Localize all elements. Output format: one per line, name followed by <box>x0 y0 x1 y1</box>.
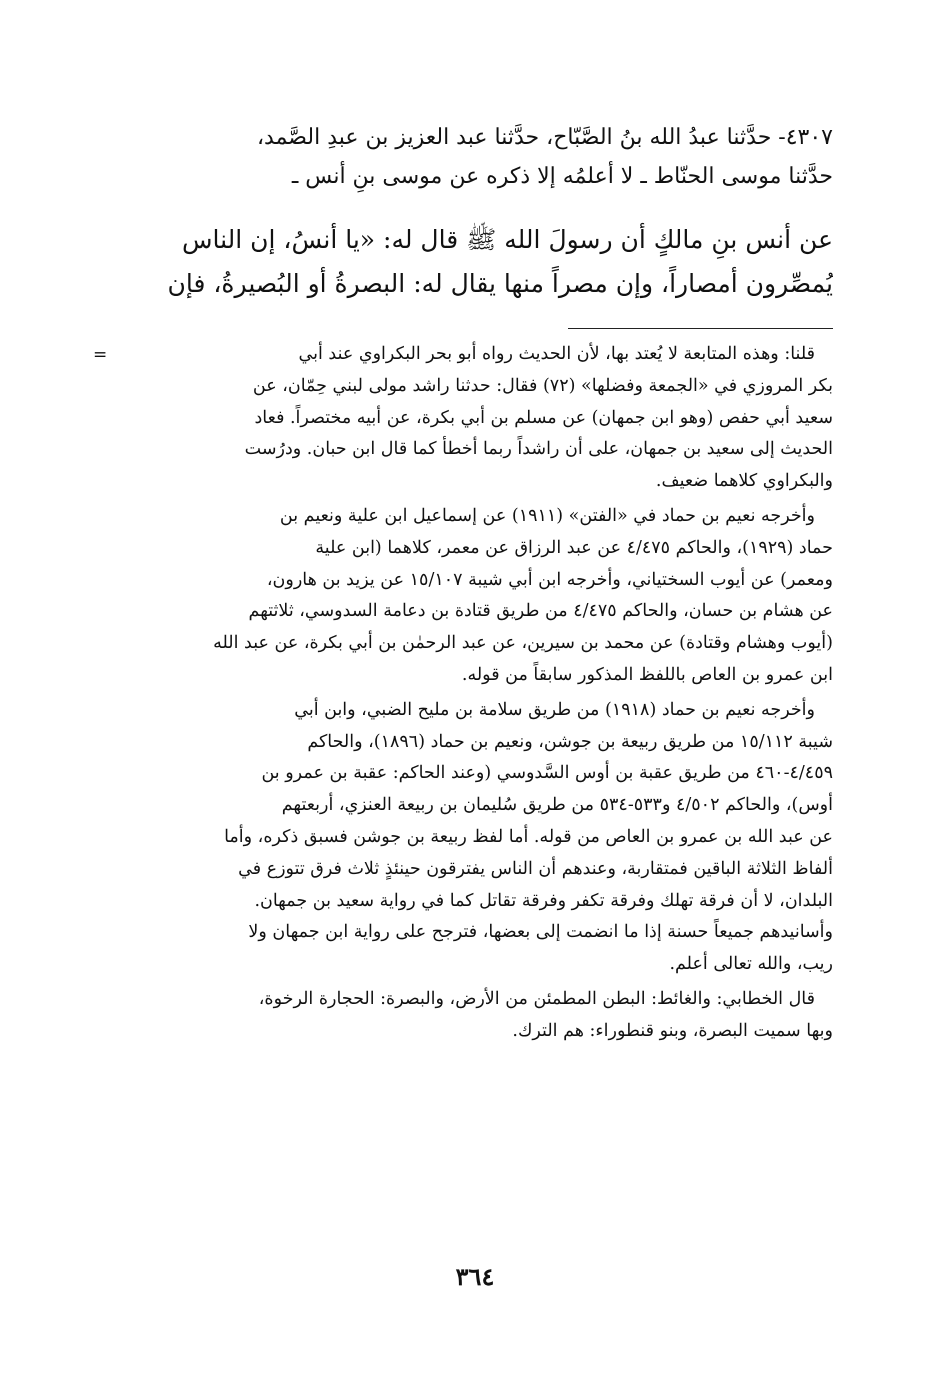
footnote-line: سعيد أبي حفص (وهو ابن جمهان) عن مسلم بن أبي بكرة، عن أبيه مختصراً. فعاد <box>254 407 833 428</box>
footnote-line: حماد (١٩٢٩)، والحاكم ٤/٤٧٥ عن عبد الرزاق عن معمر، كلاهما (ابن علية <box>315 537 833 558</box>
footnote-line: ومعمر) عن أيوب السختياني، وأخرجه ابن أبي شيبة ١٥/١٠٧ عن يزيد بن هارون، <box>266 569 833 590</box>
footnote-paragraph <box>115 501 833 692</box>
matn-line: عن أنس بنِ مالكٍ أن رسولَ الله ﷺ قال له: «يا أنسُ، إن الناس <box>181 225 833 254</box>
footnote-line: شيبة ١٥/١١٢ من طريق ربيعة بن جوشن، ونعيم بن حماد (١٨٩٦)، والحاكم <box>307 731 833 752</box>
footnote-line: وبها سميت البصرة، وبنو قنطوراء: هم الترك. <box>512 1020 833 1041</box>
footnote-paragraph <box>115 339 833 498</box>
hadith-matn <box>115 218 833 306</box>
footnote-line: أوس)، والحاكم ٤/٥٠٢ و٥٣٣-٥٣٤ من طريق سُليمان بن ربيعة العنزي، أربعتهم <box>281 795 833 816</box>
hadith-isnad <box>115 118 833 196</box>
footnote-line: عن هشام بن حسان، والحاكم ٤/٤٧٥ من طريق قتادة بن دعامة السدوسي، ثلاثتهم <box>248 601 833 622</box>
footnote-paragraph <box>115 695 833 981</box>
page-body <box>93 118 833 1051</box>
matn-line: يُمصِّرون أمصاراً، وإن مصراً منها يقال له: البصرةُ أو البُصيرةُ، فإن <box>167 269 833 298</box>
footnote-line: ريب، والله تعالى أعلم. <box>669 954 833 975</box>
footnote-line: وأخرجه نعيم بن حماد في «الفتن» (١٩١١) عن إسماعيل ابن علية ونعيم بن <box>279 505 815 526</box>
footnote-line: ٤/٤٥٩-٤٦٠ من طريق عقبة بن أوس السَّدوسي (وعند الحاكم: عقبة بن عمرو بن <box>261 763 833 784</box>
footnote-line: بكر المروزي في «الجمعة وفضلها» (٧٢) فقال: حدثنا راشد مولى لبني حِمّان، عن <box>252 375 833 396</box>
isnad-line: ٤٣٠٧- حدَّثنا عبدُ الله بنُ الصَّبّاح، حدَّثنا عبد العزيز بن عبدِ الصَّمد، <box>256 125 833 150</box>
footnote-continuation-marker: = <box>93 345 108 365</box>
footnote-line: الحديث إلى سعيد بن جمهان، على أن راشداً ربما أخطأ كما قال ابن حبان. ودرُست <box>244 439 833 460</box>
footnote-line: وأسانيدهم جميعاً حسنة إذا ما انضمت إلى بعضها، فترجح على رواية ابن جمهان ولا <box>248 922 833 943</box>
footnote-line: ابن عمرو بن العاص باللفظ المذكور سابقاً من قوله. <box>461 664 833 685</box>
footnote-line: ألفاظ الثلاثة الباقين فمتقاربة، وعندهم أن الناس يفترقون حينئذٍ ثلاث فرق تتوزع في <box>238 858 833 879</box>
footnote-line: والبكراوي كلاهما ضعيف. <box>655 471 833 492</box>
isnad-line: حدَّثنا موسى الحنّاط ـ لا أعلمُه إلا ذكره عن موسى بنِ أنس ـ <box>291 164 833 189</box>
footnote-line: عن عبد الله بن عمرو بن العاص من قوله. أما لفظ ربيعة بن جوشن فسبق ذكره، وأما <box>224 826 833 847</box>
footnote-line: قال الخطابي: والغائط: البطن المطمئن من الأرض، والبصرة: الحجارة الرخوة، <box>258 988 815 1009</box>
footnote-line: (أيوب وهشام وقتادة) عن محمد بن سيرين، عن عبد الرحمٰن بن أبي بكرة، عن عبد الله <box>213 633 833 654</box>
footnote-paragraph <box>115 984 833 1048</box>
footnotes <box>93 339 833 1048</box>
footnote-line: وأخرجه نعيم بن حماد (١٩١٨) من طريق سلامة بن مليح الضبي، وابن أبي <box>294 699 815 720</box>
footnote-line: قلنا: وهذه المتابعة لا يُعتد بها، لأن الحديث رواه أبو بحر البكراوي عند أبي <box>298 344 815 364</box>
page-number: ٣٦٤ <box>455 1262 495 1291</box>
footnote-line: البلدان، لا أن فرقة تهلك وفرقة تكفر وفرقة تقاتل كما في رواية سعيد بن جمهان. <box>254 890 833 911</box>
footnote-divider <box>568 328 833 329</box>
